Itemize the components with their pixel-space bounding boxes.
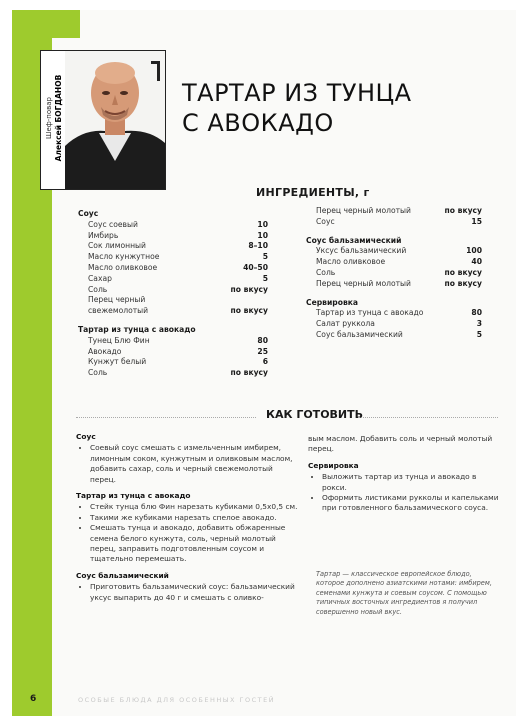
chef-note: Тартар — классическое европейское блюдо, которое дополнено азиатскими нотами: имбирем, семенами кунжута и соевым соусом. С помощью типичных восточных ингредиентов я получил совершенно новый вкус.	[316, 570, 492, 616]
step-list-sauce	[76, 443, 298, 485]
step-item: • Смешать тунца и авокадо, добавить обжаренные семена белого кунжута, соль, черный молотый перец, заправить подготовленным соусом и тщательно перемешать.	[90, 523, 298, 565]
ingredient-row: Соус бальзамический 5	[316, 329, 482, 339]
ingredient-row: Соль по вкусу	[88, 368, 268, 378]
section-title-serving: Сервировка	[306, 297, 359, 307]
ingredient-row: Масло кунжутное 5	[88, 252, 268, 262]
chef-role: Шеф-повар	[45, 96, 53, 140]
section-title-tartare: Тартар из тунца с авокадо	[78, 324, 196, 334]
ingredient-row: Перец черный молотый по вкусу	[316, 206, 482, 215]
how-to-cook-heading: КАК ГОТОВИТЬ	[266, 408, 364, 421]
ingredients-left-column	[78, 206, 268, 379]
ingredient-row: Соль по вкусу	[88, 284, 268, 294]
recipe-title-line1: ТАРТАР ИЗ ТУНЦА	[182, 79, 412, 107]
step-section-title-serving: Сервировка	[308, 460, 359, 470]
ingredient-row: Перец черный	[88, 295, 146, 305]
step-list-serving	[308, 472, 500, 514]
cookbook-page	[12, 10, 516, 716]
steps-right-column	[308, 434, 500, 514]
ingredient-row: Имбирь 10	[88, 230, 268, 240]
step-item: • Выложить тартар из тунца и авокадо в рокси.	[322, 472, 500, 493]
divider-left	[76, 417, 256, 418]
ingredient-row: Масло оливковое 40	[316, 257, 482, 267]
ingredient-row: Тартар из тунца с авокадо 80	[316, 308, 482, 318]
step-section-title-balsamic: Соус бальзамический	[76, 570, 169, 580]
green-corner-block	[52, 10, 80, 38]
ingredient-row: Сок лимонный 8–10	[88, 241, 268, 251]
page-number: 6	[30, 694, 37, 704]
ingredient-row: Тунец Блю Фин 80	[88, 335, 268, 345]
chef-photo	[65, 51, 165, 189]
step-item: • Такими же кубиками нарезать спелое авокадо.	[90, 513, 298, 523]
footer-running-title: ОСОБЫЕ БЛЮДА ДЛЯ ОСОБЕННЫХ ГОСТЕЙ	[78, 696, 276, 704]
chef-portrait-box	[40, 50, 166, 190]
step-section-title-sauce: Соус	[76, 432, 96, 441]
chef-name: Алексей БОГДАНОВ	[54, 74, 63, 162]
ingredient-row: Авокадо 25	[88, 346, 268, 356]
steps-left-column	[76, 426, 298, 603]
ingredients-right-column	[306, 206, 482, 341]
ingredient-row: Соус 15	[316, 216, 482, 226]
step-section-title-tartare: Тартар из тунца с авокадо	[76, 491, 191, 501]
divider-right	[358, 417, 498, 418]
ingredient-row: свежемолотый по вкусу	[88, 306, 268, 316]
ingredient-row: Перец черный молотый по вкусу	[316, 278, 482, 288]
section-title-balsamic: Соус бальзамический	[306, 235, 402, 245]
section-title-sauce: Соус	[78, 209, 99, 218]
ingredient-row: Соус соевый 10	[88, 219, 268, 229]
step-item: • Соевый соус смешать с измельченным имбирем, лимонным соком, кунжутным и оливковым маслом, добавить сахар, соль и черный свежемолотый перец.	[90, 443, 298, 485]
ingredient-row: Соль по вкусу	[316, 267, 482, 277]
step-item: • Приготовить бальзамический соус: бальзамический уксус выпарить до 40 г и смешать с оливко-	[90, 582, 298, 603]
step-list-balsamic	[76, 582, 298, 603]
recipe-title	[182, 78, 482, 138]
step-item: • Стейк тунца блю Фин нарезать кубиками 0,5х0,5 см.	[90, 502, 298, 512]
ingredient-row: Сахар 5	[88, 273, 268, 283]
step-continuation: вым маслом. Добавить соль и черный молотый перец.	[308, 434, 493, 454]
ingredients-heading: ИНГРЕДИЕНТЫ, г	[256, 186, 370, 199]
ingredient-row: Уксус бальзамический 100	[316, 246, 482, 256]
ingredient-row: Масло оливковое 40–50	[88, 262, 268, 272]
ingredient-row: Кунжут белый 6	[88, 357, 268, 367]
step-item: • Оформить листиками рукколы и капельками при готовленного бальзамического соуса.	[322, 493, 500, 514]
chef-caption	[45, 50, 63, 187]
recipe-title-line2: С АВОКАДО	[182, 109, 334, 137]
step-list-tartare	[76, 502, 298, 564]
ingredient-row: Салат руккола 3	[316, 319, 482, 329]
